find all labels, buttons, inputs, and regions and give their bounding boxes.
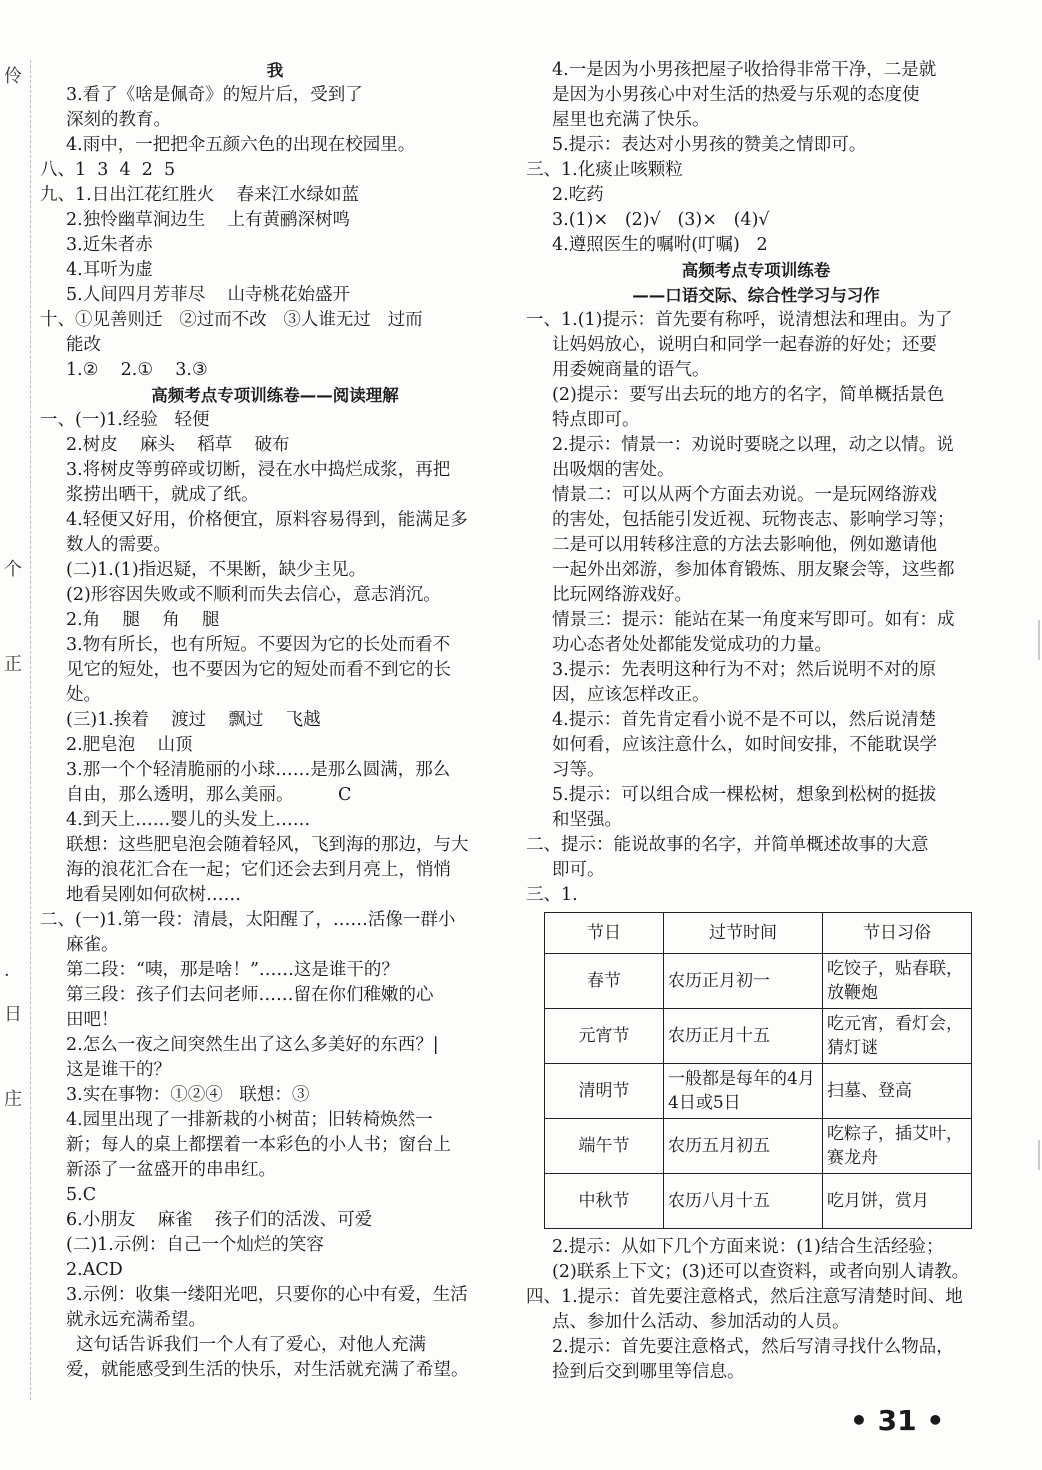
answer-line: 比玩网络游戏好。 [552,585,692,605]
table-cell: 吃粽子，插艾叶，赛龙舟 [823,1119,972,1174]
table-cell: 农历五月初五 [664,1119,823,1174]
answer-line: 见它的短处，也不要因为它的短处而看不到它的长 [66,660,451,680]
answer-line: 海的浪花汇合在一起；它们还会去到月亮上，悄悄 [66,860,451,880]
answer-line: (2)形容因失败或不顺利而失去信心，意志消沉。 [66,585,441,605]
answer-line: 即可。 [552,860,605,880]
edge-glyph: 日 [4,1004,22,1025]
answer-line: 如何看，应该注意什么，如时间安排，不能耽误学 [552,735,937,755]
answer-line: 特点即可。 [552,410,640,430]
right-column-top [526,58,986,908]
answer-line: 1.② 2.① 3.③ [66,360,208,380]
scan-edge-mark [1038,620,1040,660]
answer-line: 新；每人的桌上都摆着一本彩色的小人书；窗台上 [66,1135,451,1155]
answer-line: 捡到后交到哪里等信息。 [552,1362,745,1382]
table-cell: 农历八月十五 [664,1174,823,1229]
table-cell: 清明节 [545,1064,664,1119]
table-cell: 农历正月初一 [664,954,823,1009]
edge-glyph: 伶 [4,66,22,87]
answer-line: 是因为小男孩心中对生活的热爱与乐观的态度使 [552,85,920,105]
answer-line: 2.肥皂泡 山顶 [66,735,193,755]
table-header-cell: 节日习俗 [823,913,972,954]
answer-line: 3.看了《啥是佩奇》的短片后，受到了 [66,85,363,105]
answer-line: 3.提示：先表明这种行为不对；然后说明不对的原 [552,660,937,680]
table-cell: 元宵节 [545,1009,664,1064]
answer-line: 4.园里出现了一排新栽的小树苗；旧转椅焕然一 [66,1110,433,1130]
edge-glyph: · [4,965,10,986]
table-cell: 吃元宵，看灯会，猜灯谜 [823,1009,972,1064]
section-heading: 我 [266,61,284,80]
table-header-row [545,913,972,954]
answer-line: 联想：这些肥皂泡会随着轻风，飞到海的那边，与大 [66,835,469,855]
table-header-cell: 过节时间 [664,913,823,954]
answer-line: 田吧！ [66,1010,119,1030]
answer-line: 一起外出郊游，参加体育锻炼、朋友聚会等，这些都 [552,560,955,580]
answer-line: 6.小朋友 麻雀 孩子们的活泼、可爱 [66,1210,373,1230]
section-heading: ——口语交际、综合性学习与习作 [632,286,880,305]
answer-line: (2)提示：要写出去玩的地方的名字，简单概括景色 [552,385,945,405]
table-cell: 中秋节 [545,1174,664,1229]
answer-line: 用委婉商量的语气。 [552,360,710,380]
table-row [545,1119,972,1174]
answer-line: 二、提示：能说故事的名字，并简单概述故事的大意 [526,835,929,855]
section-heading: 高频考点专项训练卷 [681,261,831,280]
answer-line: 2.提示：首先要注意格式，然后写清寻找什么物品， [552,1337,954,1357]
festival-table-body [545,954,972,1229]
answer-line: 3.将树皮等剪碎或切断，浸在水中捣烂成浆，再把 [66,460,451,480]
answer-line: 这句话告诉我们一个人有了爱心，对他人充满 [76,1335,426,1355]
answer-line: 4.一是因为小男孩把屋子收拾得非常干净，二是就 [552,60,937,80]
column-divider [30,60,31,1400]
answer-line: 4.到天上……婴儿的头发上…… [66,810,311,830]
table-row [545,1064,972,1119]
table-cell: 一般都是每年的4月4日或5日 [664,1064,823,1119]
answer-line: 就永远充满希望。 [66,1310,206,1330]
table-row [545,1174,972,1229]
left-column [40,58,510,1383]
table-cell: 春节 [545,954,664,1009]
answer-line: 深刻的教育。 [66,110,171,130]
answer-line: 能改 [66,335,101,355]
table-row [545,1009,972,1064]
answer-line: 和坚强。 [552,810,622,830]
edge-glyph: 庄 [4,1089,22,1110]
section-heading: 高频考点专项训练卷——阅读理解 [151,386,399,405]
answer-line: 功心态者处处都能发觉成功的力量。 [552,635,832,655]
answer-line: 2.怎么一夜之间突然生出了这么多美好的东西？| [66,1035,439,1055]
answer-line: (2)联系上下文；(3)还可以查资料，或者向别人请教。 [552,1262,970,1282]
answer-line: 2.角 腿 角 腿 [66,610,220,630]
answer-line: 5.人间四月芳菲尽 山寺桃花始盛开 [66,285,350,305]
answer-line: 九、1.日出江花红胜火 春来江水绿如蓝 [40,185,359,205]
table-cell: 吃饺子，贴春联，放鞭炮 [823,954,972,1009]
table-cell: 扫墓、登高 [823,1064,972,1119]
scan-edge-mark [1038,1140,1040,1170]
answer-line: 习等。 [552,760,605,780]
answer-line: 新添了一盆盛开的串串红。 [66,1160,276,1180]
answer-line: 3.那一个个轻清脆丽的小球……是那么圆满，那么 [66,760,451,780]
answer-line: 八、1 3 4 2 5 [40,160,176,180]
festival-table [544,912,972,1229]
answer-line: 出吸烟的害处。 [552,460,675,480]
answer-line: 情景三：提示：能站在某一角度来写即可。如有：成 [552,610,955,630]
answer-line: 5.C [66,1185,97,1205]
answer-line: 二是可以用转移注意的方法去影响他，例如邀请他 [552,535,937,555]
answer-line: 5.提示：表达对小男孩的赞美之情即可。 [552,135,867,155]
answer-line: 3.近朱者赤 [66,235,153,255]
answer-line: 4.雨中，一把把伞五颜六色的出现在校园里。 [66,135,416,155]
edge-glyph: 个 [4,559,22,580]
answer-line: 3.实在事物：①②④ 联想：③ [66,1085,310,1105]
answer-line: 4.遵照医生的嘱咐(叮嘱) 2 [552,235,768,255]
answer-line: 一、(一)1.经验 轻便 [40,410,210,430]
answer-line: 的害处，包括能引发近视、玩物丧志、影响学习等； [552,510,955,530]
answer-line: 2.独怜幽草涧边生 上有黄鹂深树鸣 [66,210,350,230]
answer-line: 屋里也充满了快乐。 [552,110,710,130]
answer-line: (二)1.(1)指迟疑，不果断，缺少主见。 [66,560,367,580]
answer-line: (二)1.示例：自己一个灿烂的笑容 [66,1235,324,1255]
table-cell: 端午节 [545,1119,664,1174]
answer-line: 5.提示：可以组合成一棵松树，想象到松树的挺拔 [552,785,937,805]
right-column [526,58,986,1385]
answer-line: 3.示例：收集一缕阳光吧，只要你的心中有爱，生活 [66,1285,468,1305]
answer-line: 浆捞出晒干，就成了纸。 [66,485,259,505]
answer-line: 爱，就能感受到生活的快乐，对生活就充满了希望。 [66,1360,469,1380]
answer-line: 处。 [66,685,101,705]
answer-line: 三、1. [526,885,578,905]
answer-line: 2.ACD [66,1260,123,1280]
answer-line: 三、1.化痰止咳颗粒 [526,160,683,180]
table-row [545,954,972,1009]
answer-line: 4.提示：首先肯定看小说不是不可以，然后说清楚 [552,710,937,730]
answer-line: 四、1.提示：首先要注意格式，然后注意写清楚时间、地 [526,1287,963,1307]
answer-line: 4.轻便又好用，价格便宜，原料容易得到，能满足多 [66,510,468,530]
answer-line: 地看吴刚如何砍树…… [66,885,241,905]
edge-glyph: 正 [4,654,22,675]
answer-line: 2.提示：从如下几个方面来说：(1)结合生活经验； [552,1237,944,1257]
answer-line: 麻雀。 [66,935,119,955]
answer-line: 2.提示：情景一：劝说时要晓之以理，动之以情。说 [552,435,954,455]
answer-line: 点、参加什么活动、参加活动的人员。 [552,1312,850,1332]
answer-line: 一、1.(1)提示：首先要有称呼，说清想法和理由。为了 [526,310,953,330]
right-column-bottom [526,1235,986,1385]
answer-line: 二、(一)1.第一段：清晨，太阳醒了，……活像一群小 [40,910,456,930]
answer-line: 第二段：“咦，那是啥！”……这是谁干的？ [66,960,399,980]
answer-line: 让妈妈放心，说明白和同学一起春游的好处；还要 [552,335,937,355]
table-cell: 吃月饼，赏月 [823,1174,972,1229]
answer-line: 3.物有所长，也有所短。不要因为它的长处而看不 [66,635,451,655]
answer-line: 4.耳听为虚 [66,260,153,280]
answer-line: 这是谁干的？ [66,1060,171,1080]
answer-line: 数人的需要。 [66,535,171,555]
table-header-cell: 节日 [545,913,664,954]
answer-line: 3.(1)× (2)√ (3)× (4)√ [552,210,770,230]
table-cell: 农历正月十五 [664,1009,823,1064]
answer-line: 情景二：可以从两个方面去劝说。一是玩网络游戏 [552,485,937,505]
answer-line: 第三段：孩子们去问老师……留在你们稚嫩的心 [66,985,434,1005]
answer-line: 2.树皮 麻头 稻草 破布 [66,435,290,455]
answer-line: (三)1.挨着 渡过 飘过 飞越 [66,710,321,730]
answer-line: 自由，那么透明，那么美丽。 C [66,785,352,805]
answer-line: 十、①见善则迁 ②过而不改 ③人谁无过 过而 [40,310,423,330]
answer-line: 因，应该怎样改正。 [552,685,710,705]
page-number: • 31 • [850,1404,945,1437]
answer-line: 2.吃药 [552,185,604,205]
